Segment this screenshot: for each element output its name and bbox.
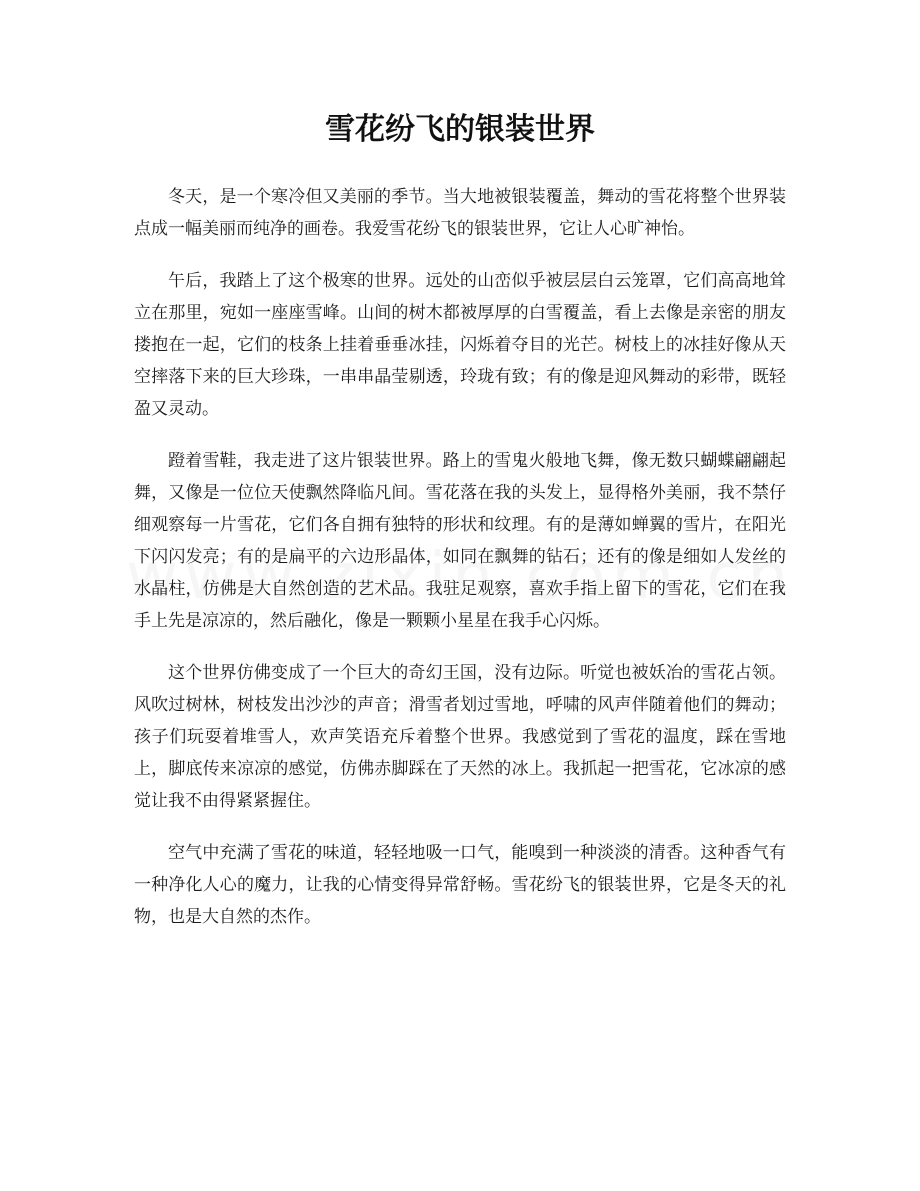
paragraph-4: 这个世界仿佛变成了一个巨大的奇幻王国，没有边际。听觉也被妖冶的雪花占领。风吹过树林，树枝发出沙沙的声音；滑雪者划过雪地，呼啸的风声伴随着他们的舞动；孩子们玩耍着堆雪人，欢声笑语充斥着整个世界。我感觉到了雪花的温度，踩在雪地上，脚底传来凉凉的感觉，仿佛赤脚踩在了天然的冰上。我抓起一把雪花，它冰凉的感觉让我不由得紧紧握住。 (134, 663, 786, 811)
document-body (134, 181, 786, 953)
paragraph-2: 午后，我踏上了这个极寒的世界。远处的山峦似乎被层层白云笼罩，它们高高地耸立在那里，宛如一座座雪峰。山间的树木都被厚厚的白雪覆盖，看上去像是亲密的朋友搂抱在一起，它们的枝条上挂着垂垂冰挂，闪烁着夺目的光芒。树枝上的冰挂好像从天空摔落下来的巨大珍珠，一串串晶莹剔透，玲珑有致；有的像是迎风舞动的彩带，既轻盈又灵动。 (134, 271, 786, 419)
paragraph-3: 蹬着雪鞋，我走进了这片银装世界。路上的雪鬼火般地飞舞，像无数只蝴蝶翩翩起舞，又像是一位位天使飘然降临凡间。雪花落在我的头发上，显得格外美丽，我不禁仔细观察每一片雪花，它们各自拥有独特的形状和纹理。有的是薄如蝉翼的雪片，在阳光下闪闪发亮；有的是扁平的六边形晶体，如同在飘舞的钻石；还有的像是细如人发丝的水晶柱，仿佛是大自然创造的艺术品。我驻足观察，喜欢手指上留下的雪花，它们在我手上先是凉凉的，然后融化，像是一颗颗小星星在我手心闪烁。 (134, 451, 786, 631)
paragraph-1: 冬天，是一个寒冷但又美丽的季节。当大地被银装覆盖，舞动的雪花将整个世界装点成一幅美丽而纯净的画卷。我爱雪花纷飞的银装世界，它让人心旷神怡。 (134, 187, 786, 239)
paragraph-5: 空气中充满了雪花的味道，轻轻地吸一口气，能嗅到一种淡淡的清香。这种香气有一种净化人心的魔力，让我的心情变得异常舒畅。雪花纷飞的银装世界，它是冬天的礼物，也是大自然的杰作。 (134, 843, 786, 927)
document-title: 雪花纷飞的银装世界 (325, 112, 595, 147)
